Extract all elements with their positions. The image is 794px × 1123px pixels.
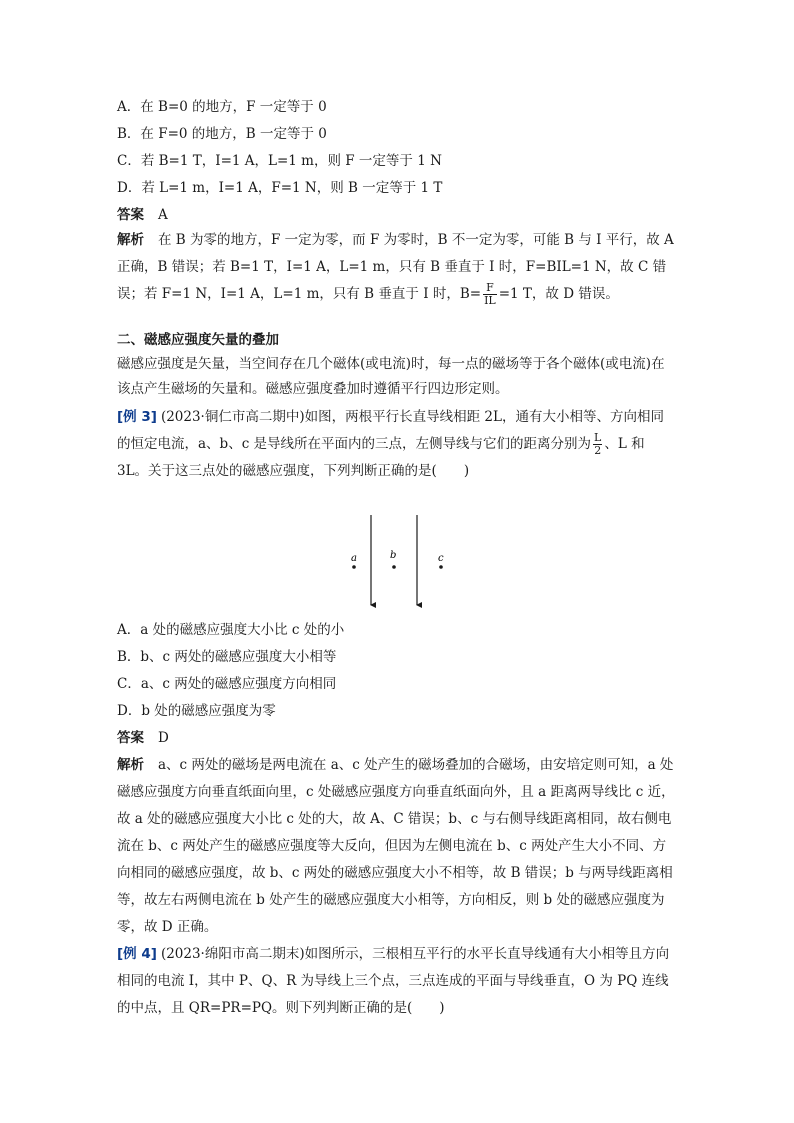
analysis-q2	[117, 227, 677, 308]
point-c-label: c	[438, 553, 444, 564]
section-body: 磁感应强度是矢量，当空间存在几个磁体(或电流)时，每一点的磁场等于各个磁体(或电流)在该点产生磁场的矢量和。磁感应强度叠加时遵循平行四边形定则。	[117, 356, 665, 397]
answer-value: D	[158, 730, 169, 746]
fraction-f-over-il	[483, 282, 497, 307]
option-q3-c: C．a、c 两处的磁感应强度方向相同	[117, 676, 337, 692]
answer-q2	[117, 205, 168, 225]
point-b-dot	[392, 565, 396, 569]
analysis-q3	[117, 752, 677, 941]
analysis-q3-text: a、c 两处的磁场是两电流在 a、c 处产生的磁场叠加的合磁场，由安培定则可知，a 处磁感应强度方向垂直纸面向里，c 处磁感应强度方向垂直纸面向外，且 a 距离两导线比 c 近，故 a 处的磁感应强度大小比 c 处的大，故 A、C 错误；b、c 与右侧导线距离相同，故右侧电流在 b、c 两处产生的磁感应强度等大反向，但因为左侧电流在 b、c 两处产生大小不同、方向相同的磁感应强度，故 b、c 两处的磁感应强度大小不相等，故 B 错误；b 与两导线距离相等，故左右两侧电流在 b 处产生的磁感应强度大小相等，方向相反，则 b 处的磁感应强度为零，故 D 正确。	[117, 757, 675, 935]
analysis-label: 解析	[117, 232, 144, 248]
example-4-tag: [例 4]	[117, 946, 157, 962]
option-q3-d: D．b 处的磁感应强度为零	[117, 703, 276, 719]
fraction-l-over-2	[593, 432, 602, 457]
analysis-q2-formula-lhs: B=	[459, 286, 482, 302]
fraction-numerator: L	[594, 431, 602, 444]
answer-label: 答案	[117, 207, 144, 223]
option-q3-a: A．a 处的磁感应强度大小比 c 处的小	[117, 622, 345, 638]
option-q2-d: D．若 L=1 m，I=1 A，F=1 N，则 B 一定等于 1 T	[117, 180, 443, 196]
fraction-numerator: F	[483, 282, 497, 295]
fraction-denominator: IL	[484, 294, 496, 307]
option-q3-b: B．b、c 两处的磁感应强度大小相等	[117, 649, 337, 665]
point-c-dot	[439, 565, 443, 569]
example-4-text: (2023·绵阳市高二期末)如图所示，三根相互平行的水平长直导线通有大小相等且方向相同的电流 I，其中 P、Q、R 为导线上三个点，三点连成的平面与导线垂直，O 为 PQ 连线的中点，且 QR=PR=PQ。则下列判断正确的是( )	[117, 946, 670, 1016]
point-a-label: a	[351, 553, 357, 564]
example-3-text-b: 、L 和 3L。关于这三点处的磁感应强度，下列判断正确的是( )	[117, 436, 645, 479]
answer-q3	[117, 728, 169, 748]
example-4-stem	[117, 941, 677, 1022]
point-a-dot	[352, 565, 356, 569]
example-3-text-a: (2023·铜仁市高二期中)如图，两根平行长直导线相距 2L，通有大小相等、方向相同的恒定电流，a、b、c 是导线所在平面内的三点，左侧导线与它们的距离分别为	[117, 409, 664, 452]
point-b-label: b	[390, 550, 397, 561]
fraction-denominator: 2	[594, 444, 602, 457]
analysis-q2-text: 在 B 为零的地方，F 一定为零，而 F 为零时，B 不一定为零，可能 B 与 I 平行，故 A 正确，B 错误；若 B=1 T，I=1 A，L=1 m，只有 B 垂直于 I 时，F=BIL=1 N，故 C 错误；若 F=1 N，I=1 A，L=1 m，只有 B 垂直于 I 时，	[117, 232, 674, 302]
option-q2-a: A．在 B=0 的地方，F 一定等于 0	[117, 99, 327, 115]
analysis-label: 解析	[117, 757, 144, 773]
option-q2-c: C．若 B=1 T，I=1 A，L=1 m，则 F 一定等于 1 N	[117, 153, 442, 169]
option-q2-b: B．在 F=0 的地方，B 一定等于 0	[117, 126, 327, 142]
section-title: 二、磁感应强度矢量的叠加	[117, 332, 279, 348]
analysis-q2-end: =1 T，故 D 错误。	[498, 286, 619, 302]
answer-value: A	[158, 207, 168, 223]
answer-label: 答案	[117, 730, 144, 746]
example-3-tag: [例 3]	[117, 409, 157, 425]
example-3-stem	[117, 404, 677, 485]
two-wires-figure	[330, 513, 480, 608]
